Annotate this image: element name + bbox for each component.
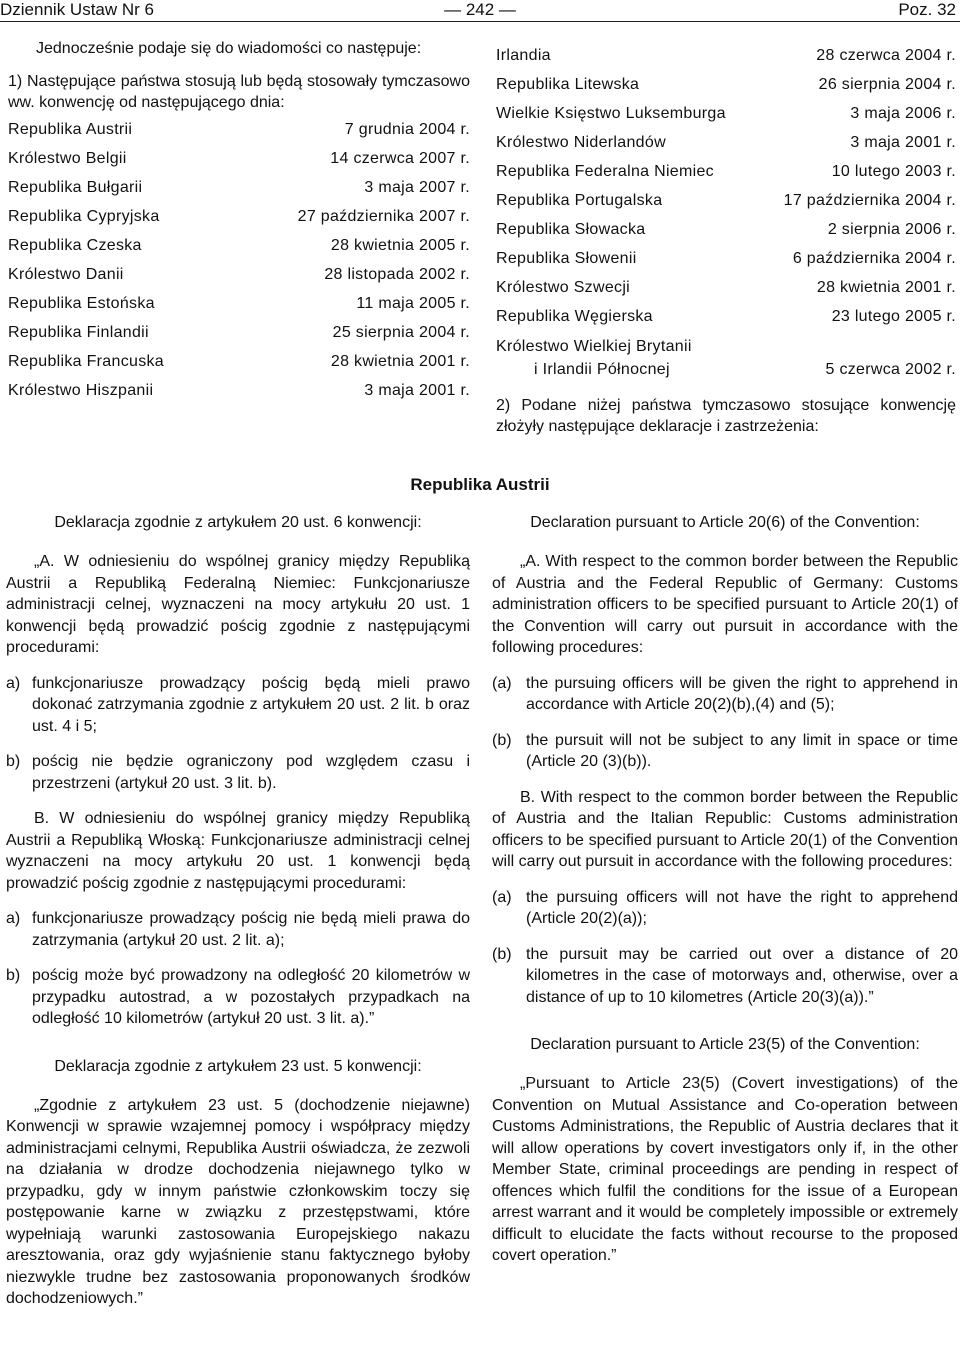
state-row bbox=[8, 144, 470, 173]
state-date: 3 maja 2001 r. bbox=[364, 382, 470, 399]
state-row bbox=[8, 289, 470, 318]
declaration-heading-1: Declaration pursuant to Article 20(6) of the Convention: bbox=[530, 514, 920, 531]
paragraph-b: B. W odniesieniu do wspólnej granicy między Republiką Austrii a Republiką Włoską: Funkcjonariusze administracji celnej wyznaczeni na mocy artykułu 20 ust. 1 konwencji będą prowadzić pościg zgodnie z następującymi procedurami: bbox=[6, 810, 470, 892]
english-column bbox=[492, 512, 958, 1267]
state-row bbox=[8, 260, 470, 289]
state-country: Królestwo Wielkiej Brytanii bbox=[496, 338, 692, 355]
state-date: 23 lutego 2005 r. bbox=[831, 308, 956, 325]
state-country: Królestwo Belgii bbox=[8, 150, 127, 167]
state-country: Republika Portugalska bbox=[496, 192, 663, 209]
state-row bbox=[496, 157, 956, 186]
sub-item: a) funkcjonariusze prowadzący pościg będą mieli prawo dokonać zatrzymania zgodnie z artykułem 20 ust. 2 lit. b oraz ust. 4 i 5; bbox=[6, 674, 470, 735]
state-date: 3 maja 2001 r. bbox=[850, 134, 956, 151]
sub-item: (a) the pursuing officers will be given the right to apprehend in accordance with Article 20(2)(b),(4) and (5); bbox=[492, 674, 958, 713]
state-date: 28 czerwca 2004 r. bbox=[816, 47, 956, 64]
state-country: Królestwo Niderlandów bbox=[496, 134, 666, 151]
state-country: Królestwo Hiszpanii bbox=[8, 382, 154, 399]
state-row bbox=[496, 302, 956, 331]
states-list-left bbox=[8, 115, 470, 405]
paragraph-c: „Zgodnie z artykułem 23 ust. 5 (dochodzenie niejawne) Konwencji w sprawie wzajemnej pomocy i współpracy między administracjami celnymi, Republika Austrii oświadcza, że zezwoli na działania w drodze dochodzenia niejawnego tylko w przypadku, gdy w innym państwie członkowskim toczy się postępowanie karne w związku z przestępstwami, które wypełniają warunki zastosowania Europejskiego nakazu aresztowania, oraz gdy wyjaśnienie stanu faktycznego byłoby niezwykle trudne bez zastosowania proponowanych środków dochodzeniowych.” bbox=[6, 1096, 470, 1307]
state-row bbox=[8, 202, 470, 231]
state-row bbox=[496, 128, 956, 157]
state-country: Republika Węgierska bbox=[496, 308, 653, 325]
state-row bbox=[8, 173, 470, 202]
top-right-column bbox=[496, 38, 956, 437]
state-date: 7 grudnia 2004 r. bbox=[344, 121, 470, 138]
sub-item: b) pościg nie będzie ograniczony pod względem czasu i przestrzeni (artykuł 20 ust. 3 lit. b). bbox=[6, 753, 470, 792]
paragraph-a: „A. W odniesieniu do wspólnej granicy między Republiką Austrii a Republiką Federalną Niemiec: Funkcjonariusze administracji celnej, wyznaczeni na mocy artykułu 20 ust. 1 konwencji będą prowadzić pościg zgodnie z następującymi procedurami: bbox=[6, 553, 470, 656]
state-country: Republika Estońska bbox=[8, 295, 155, 312]
paragraph-a: „A. With respect to the common border between the Republic of Austria and the Federal Republic of Germany: Customs administration officers to be specified pursuant to Article 20(1) of the Convention will carry out pursuit in accordance with the following procedures: bbox=[492, 553, 958, 656]
state-date: 28 kwietnia 2001 r. bbox=[816, 279, 956, 296]
state-country: Republika Francuska bbox=[8, 353, 164, 370]
state-country: Republika Federalna Niemiec bbox=[496, 163, 714, 180]
state-date: 28 kwietnia 2005 r. bbox=[330, 237, 470, 254]
state-row bbox=[8, 347, 470, 376]
section-title: Republika Austrii bbox=[410, 475, 550, 494]
declaration-heading-2: Deklaracja zgodnie z artykułem 23 ust. 5 konwencji: bbox=[54, 1057, 422, 1075]
declaration-heading-1: Deklaracja zgodnie z artykułem 20 ust. 6 konwencji: bbox=[54, 514, 422, 531]
state-row-uk bbox=[496, 335, 956, 381]
state-date: 3 maja 2006 r. bbox=[850, 105, 956, 122]
state-country: Republika Austrii bbox=[8, 121, 133, 138]
page-number: — 242 — bbox=[444, 0, 516, 19]
top-left-column bbox=[8, 38, 470, 405]
state-date: 28 listopada 2002 r. bbox=[324, 266, 470, 283]
state-country: Wielkie Księstwo Luksemburga bbox=[496, 105, 726, 122]
state-date: 11 maja 2005 r. bbox=[356, 295, 470, 312]
declaration-heading-2: Declaration pursuant to Article 23(5) of the Convention: bbox=[530, 1036, 920, 1053]
paragraph-c: „Pursuant to Article 23(5) (Covert investigations) of the Convention on Mutual Assistance and Co-operation between Customs Administrations, the Republic of Austria declares that it will allow operations by covert investigators only if, in the other Member State, criminal proceedings are pending in respect of offences which fulfil the conditions for the issue of a European arrest warrant and it would be completely impossible or extremely difficult to elucidate the facts without recourse to the proposed covert operation.” bbox=[492, 1075, 958, 1264]
state-date: 6 października 2004 r. bbox=[792, 250, 956, 267]
paragraph-b: B. With respect to the common border between the Republic of Austria and the Italian Republic: Customs administration officers to be specified pursuant to Article 20(1) of the Convention will carry out pursuit in accordance with the following procedures: bbox=[492, 788, 958, 870]
state-country: Królestwo Danii bbox=[8, 266, 124, 283]
state-date: 25 sierpnia 2004 r. bbox=[332, 324, 470, 341]
state-row bbox=[8, 231, 470, 260]
state-row bbox=[496, 273, 956, 302]
state-row bbox=[8, 376, 470, 405]
state-date: 10 lutego 2003 r. bbox=[831, 163, 956, 180]
state-country-cont: i Irlandii Północnej bbox=[534, 361, 670, 378]
states-list-right bbox=[496, 41, 956, 381]
state-row bbox=[496, 186, 956, 215]
item-1: 1) Następujące państwa stosują lub będą stosowały tymczasowo ww. konwencję od następującego dnia: bbox=[8, 73, 470, 111]
state-row bbox=[8, 115, 470, 144]
state-row bbox=[496, 99, 956, 128]
sub-item: a) funkcjonariusze prowadzący pościg nie będą mieli prawa do zatrzymania (artykuł 20 ust. 2 lit. a); bbox=[6, 910, 470, 949]
sub-item: (b) the pursuit will not be subject to any limit in space or time (Article 20 (3)(b)). bbox=[492, 731, 958, 770]
state-date: 5 czerwca 2002 r. bbox=[825, 361, 956, 378]
state-date: 26 sierpnia 2004 r. bbox=[818, 76, 956, 93]
state-country: Republika Finlandii bbox=[8, 324, 149, 341]
polish-column bbox=[6, 512, 470, 1310]
state-row bbox=[8, 318, 470, 347]
state-date: 27 października 2007 r. bbox=[297, 208, 470, 225]
intro-paragraph: Jednocześnie podaje się do wiadomości co następuje: bbox=[36, 40, 422, 57]
state-date: 28 kwietnia 2001 r. bbox=[330, 353, 470, 370]
sub-item: (a) the pursuing officers will not have the right to apprehend (Article 20(2)(a)); bbox=[492, 888, 958, 927]
page-header bbox=[0, 0, 960, 22]
state-country: Republika Czeska bbox=[8, 237, 142, 254]
position-number: Poz. 32 bbox=[898, 0, 956, 19]
state-row bbox=[496, 70, 956, 99]
journal-name: Dziennik Ustaw Nr 6 bbox=[0, 0, 154, 19]
state-country: Republika Bułgarii bbox=[8, 179, 143, 196]
state-country: Republika Słowenii bbox=[496, 250, 637, 267]
sub-item: (b) the pursuit may be carried out over a distance of 20 kilometres in the case of motorways and, otherwise, over a distance of up to 10 kilometres (Article 20(3)(a)).” bbox=[492, 945, 958, 1006]
state-row bbox=[496, 215, 956, 244]
state-row bbox=[496, 244, 956, 273]
state-date: 14 czerwca 2007 r. bbox=[330, 150, 470, 167]
state-date: 3 maja 2007 r. bbox=[364, 179, 470, 196]
state-country: Republika Cypryjska bbox=[8, 208, 160, 225]
state-country: Republika Słowacka bbox=[496, 221, 646, 238]
state-row bbox=[496, 41, 956, 70]
state-country: Irlandia bbox=[496, 47, 551, 64]
state-date: 17 października 2004 r. bbox=[783, 192, 956, 209]
sub-item: b) pościg może być prowadzony na odległość 20 kilometrów w przypadku autostrad, a w pozostałych przypadkach na odległość 10 kilometrów (artykuł 20 ust. 3 lit. a).” bbox=[6, 967, 470, 1027]
item-2: 2) Podane niżej państwa tymczasowo stosujące konwencję złożyły następujące deklaracje i zastrzeżenia: bbox=[496, 397, 956, 435]
state-country: Republika Litewska bbox=[496, 76, 640, 93]
state-country: Królestwo Szwecji bbox=[496, 279, 631, 296]
state-date: 2 sierpnia 2006 r. bbox=[827, 221, 956, 238]
